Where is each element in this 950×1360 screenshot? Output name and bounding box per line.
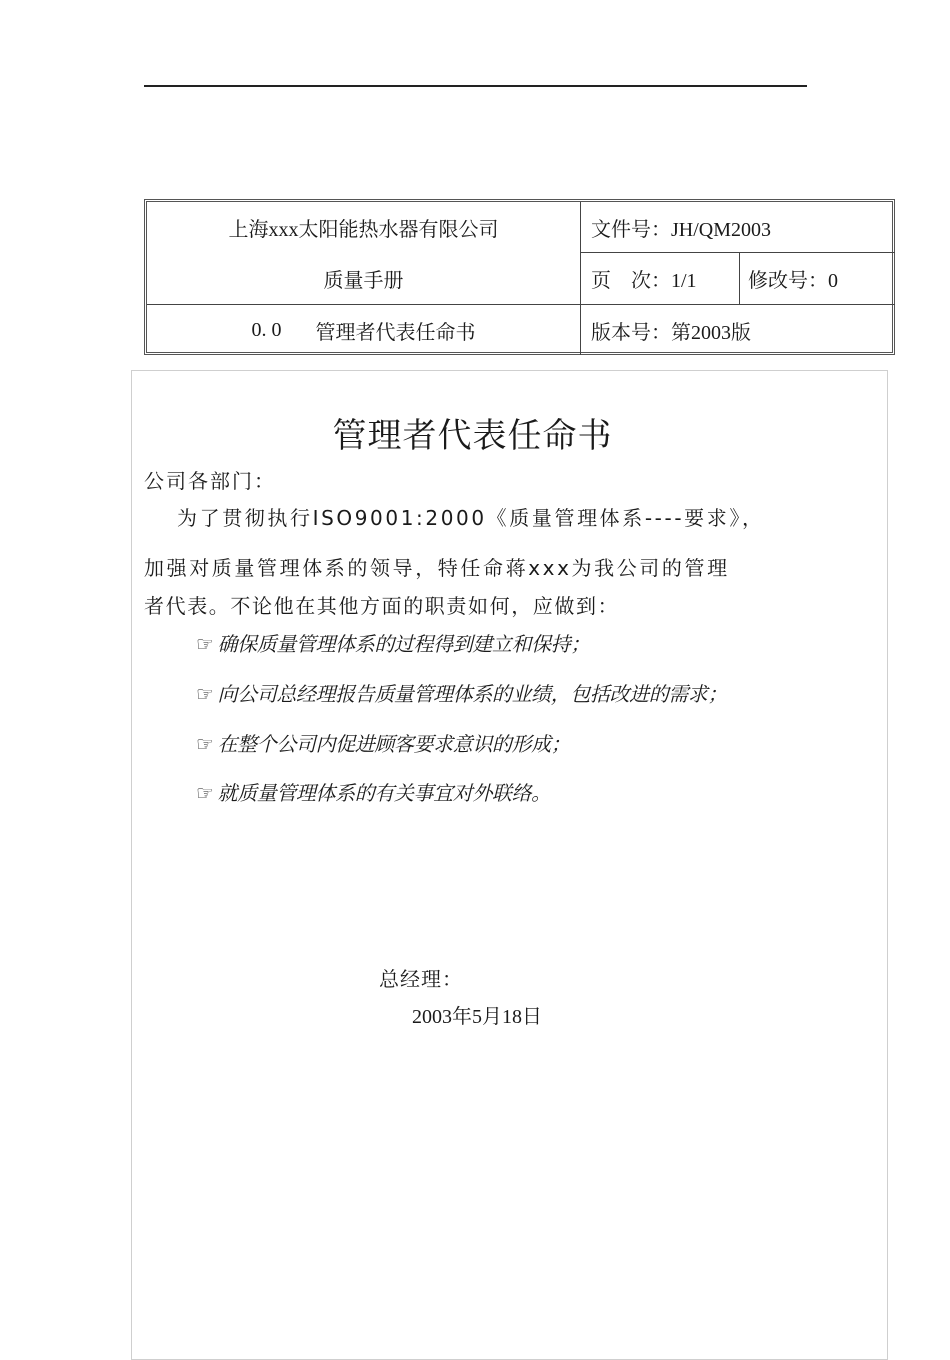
section-number: 0. 0 xyxy=(251,318,282,341)
page-count: 页 次：1/1 xyxy=(580,253,739,305)
header-rule xyxy=(144,85,807,87)
list-item xyxy=(196,777,551,806)
version-number: 版本号：第2003版 xyxy=(580,305,895,355)
salutation: 公司各部门： xyxy=(144,469,276,493)
list-item-text: 就质量管理体系的有关事宜对外联络。 xyxy=(217,781,551,805)
signature-date: 2003年5月18日 xyxy=(412,1006,542,1028)
paragraph-line-2: 加强对质量管理体系的领导，特任命蒋xxx为我公司的管理 xyxy=(144,556,730,580)
list-item-text: 在整个公司内促进顾客要求意识的形成； xyxy=(217,732,571,756)
pointing-hand-icon: ☞ xyxy=(196,732,214,756)
paragraph-line-1: 为了贯彻执行ISO9001:2000《质量管理体系----要求》， xyxy=(177,506,765,530)
pointing-hand-icon: ☞ xyxy=(196,781,214,805)
list-item xyxy=(196,728,570,757)
document-number: 文件号：JH/QM2003 xyxy=(580,202,895,253)
paragraph-line-3: 者代表。不论他在其他方面的职责如何，应做到： xyxy=(144,594,620,618)
list-item xyxy=(196,678,727,707)
list-item-text: 向公司总经理报告质量管理体系的业绩，包括改进的需求； xyxy=(217,682,728,706)
section-heading xyxy=(147,305,580,355)
section-title: 管理者代表任命书 xyxy=(315,319,476,344)
pointing-hand-icon: ☞ xyxy=(196,632,214,656)
pointing-hand-icon: ☞ xyxy=(196,682,214,706)
revision-number: 修改号：0 xyxy=(739,253,895,305)
manual-title: 质量手册 xyxy=(147,253,580,305)
company-name: 上海xxx太阳能热水器有限公司 xyxy=(228,219,499,241)
list-item-text: 确保质量管理体系的过程得到建立和保持； xyxy=(217,632,590,656)
document-header-table xyxy=(144,199,895,355)
signature-label: 总经理： xyxy=(379,967,463,991)
document-title: 管理者代表任命书 xyxy=(332,416,613,456)
list-item xyxy=(196,628,590,657)
